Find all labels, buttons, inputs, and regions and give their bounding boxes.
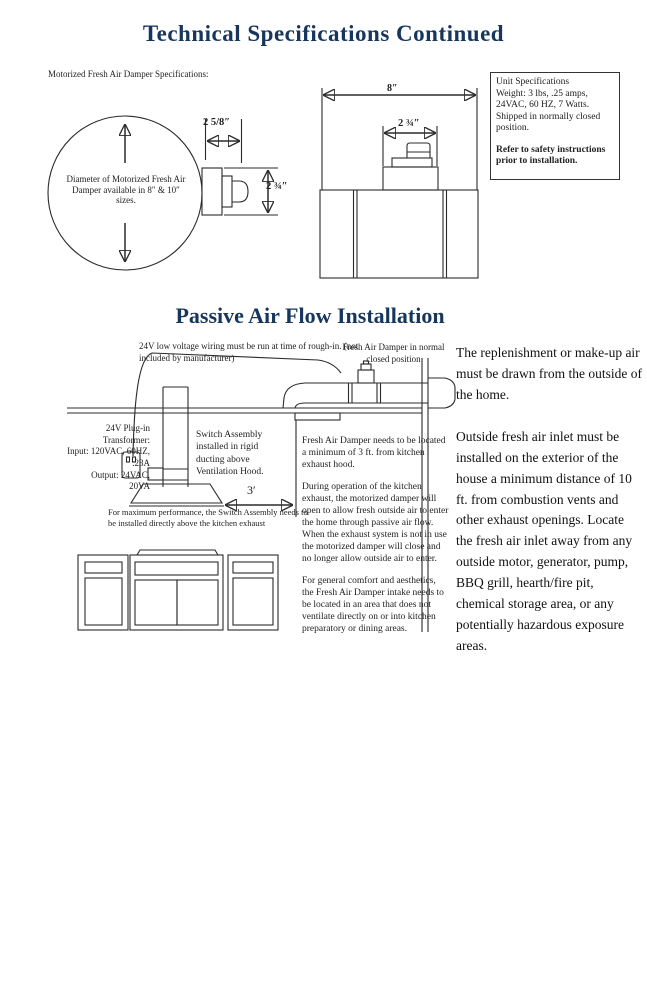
motorized-damper-unit xyxy=(349,361,381,403)
dimension-label-2-5-8: 2 5/8″ xyxy=(203,117,231,128)
switch-assembly-label: Switch Assembly installed in rigid ducting above Ventilation Hood. xyxy=(196,430,264,478)
dimension-label-2-3-4: 2 ¾″ xyxy=(266,181,288,192)
motor-assembly-side xyxy=(202,168,248,215)
body-paragraph: Outside fresh air inlet must be installed on the exterior of the house a minimum distance of 10 ft. from combustion vents and other exhaust openings. Locate the fresh air inlet away from any outside motor, generator, pump, BBQ grill, hearth/fire pit, chemical storage area, or any potentially hazardous exposure areas. xyxy=(456,428,633,653)
outside-vent-cap xyxy=(428,378,455,408)
damper-location-notes xyxy=(302,436,449,646)
dimension-label-motor-width: 2 ¾″ xyxy=(398,118,420,129)
transformer-spec-line: Transformer: xyxy=(102,434,150,445)
total-width-dimension xyxy=(322,88,477,190)
unit-spec-line: 24VAC, 60 HZ, 7 Watts. xyxy=(496,100,590,111)
duct-body xyxy=(320,190,478,278)
damper-position-label: Fresh Air Damper in normal closed position xyxy=(342,342,445,364)
circle-diagram-caption: Diameter of Motorized Fresh Air Damper available in 8″ & 10″ sizes. xyxy=(66,174,186,206)
transformer-spec-line: Output: 24VAC, xyxy=(91,469,150,480)
transformer-spec-line: Input: 120VAC, 60HZ, xyxy=(67,446,150,457)
transformer-spec-line: 20VA xyxy=(129,481,150,492)
unit-specifications-box xyxy=(490,72,620,180)
unit-spec-line: Unit Specifications xyxy=(496,77,570,87)
dimension-label-3ft: 3′ xyxy=(247,483,256,497)
unit-spec-line: Weight: 3 lbs, .25 amps, xyxy=(496,88,588,99)
dimension-label-8in: 8″ xyxy=(387,83,398,94)
riser-duct xyxy=(148,387,188,487)
switch-assembly-box xyxy=(148,468,163,480)
transformer-spec-label xyxy=(28,423,150,493)
motor-width-dimension xyxy=(383,126,437,166)
unit-spec-line: Shipped in normally closed position. xyxy=(496,111,601,134)
note-paragraph: Fresh Air Damper needs to be located a minimum of 3 ft. from kitchen exhaust hood. xyxy=(302,436,446,470)
note-paragraph: During operation of the kitchen exhaust, the motorized damper will open to allow fresh outside air to enter the home through passive air flow. When the exhaust system is not in use the motorized damper will close and no longer allow outside air to enter. xyxy=(302,481,449,564)
page-title: Technical Specifications Continued xyxy=(142,21,505,46)
ceiling-lines xyxy=(67,408,422,413)
performance-note: For maximum performance, the Switch Assembly needs to be installed directly above the kitchen exhaust xyxy=(108,507,308,529)
section-title-passive-air-flow: Passive Air Flow Installation xyxy=(175,303,445,328)
motor-housing xyxy=(383,143,438,190)
body-paragraph: The replenishment or make-up air must be drawn from the outside of the home. xyxy=(456,345,642,402)
replenishment-air-text xyxy=(456,343,642,678)
kitchen-cabinets xyxy=(78,550,278,630)
unit-spec-safety-note: Refer to safety instructions prior to installation. xyxy=(496,144,606,167)
damper-specs-intro-label: Motorized Fresh Air Damper Specifications: xyxy=(48,69,209,79)
damper-duct-view-diagram xyxy=(315,82,490,282)
transformer-spec-line: .23A xyxy=(132,458,150,469)
transformer-spec-line: 24V Plug-in xyxy=(105,423,150,433)
ceiling-register xyxy=(295,413,340,420)
fresh-air-duct xyxy=(283,383,428,420)
note-paragraph: For general comfort and aesthetics, the Fresh Air Damper intake needs to be located in an area that does not ventilate directly on or into kitchen preparatory or dining areas. xyxy=(302,575,444,634)
wiring-note-label: 24V low voltage wiring must be run at time of rough-in. (not included by manufacturer) xyxy=(139,341,359,363)
